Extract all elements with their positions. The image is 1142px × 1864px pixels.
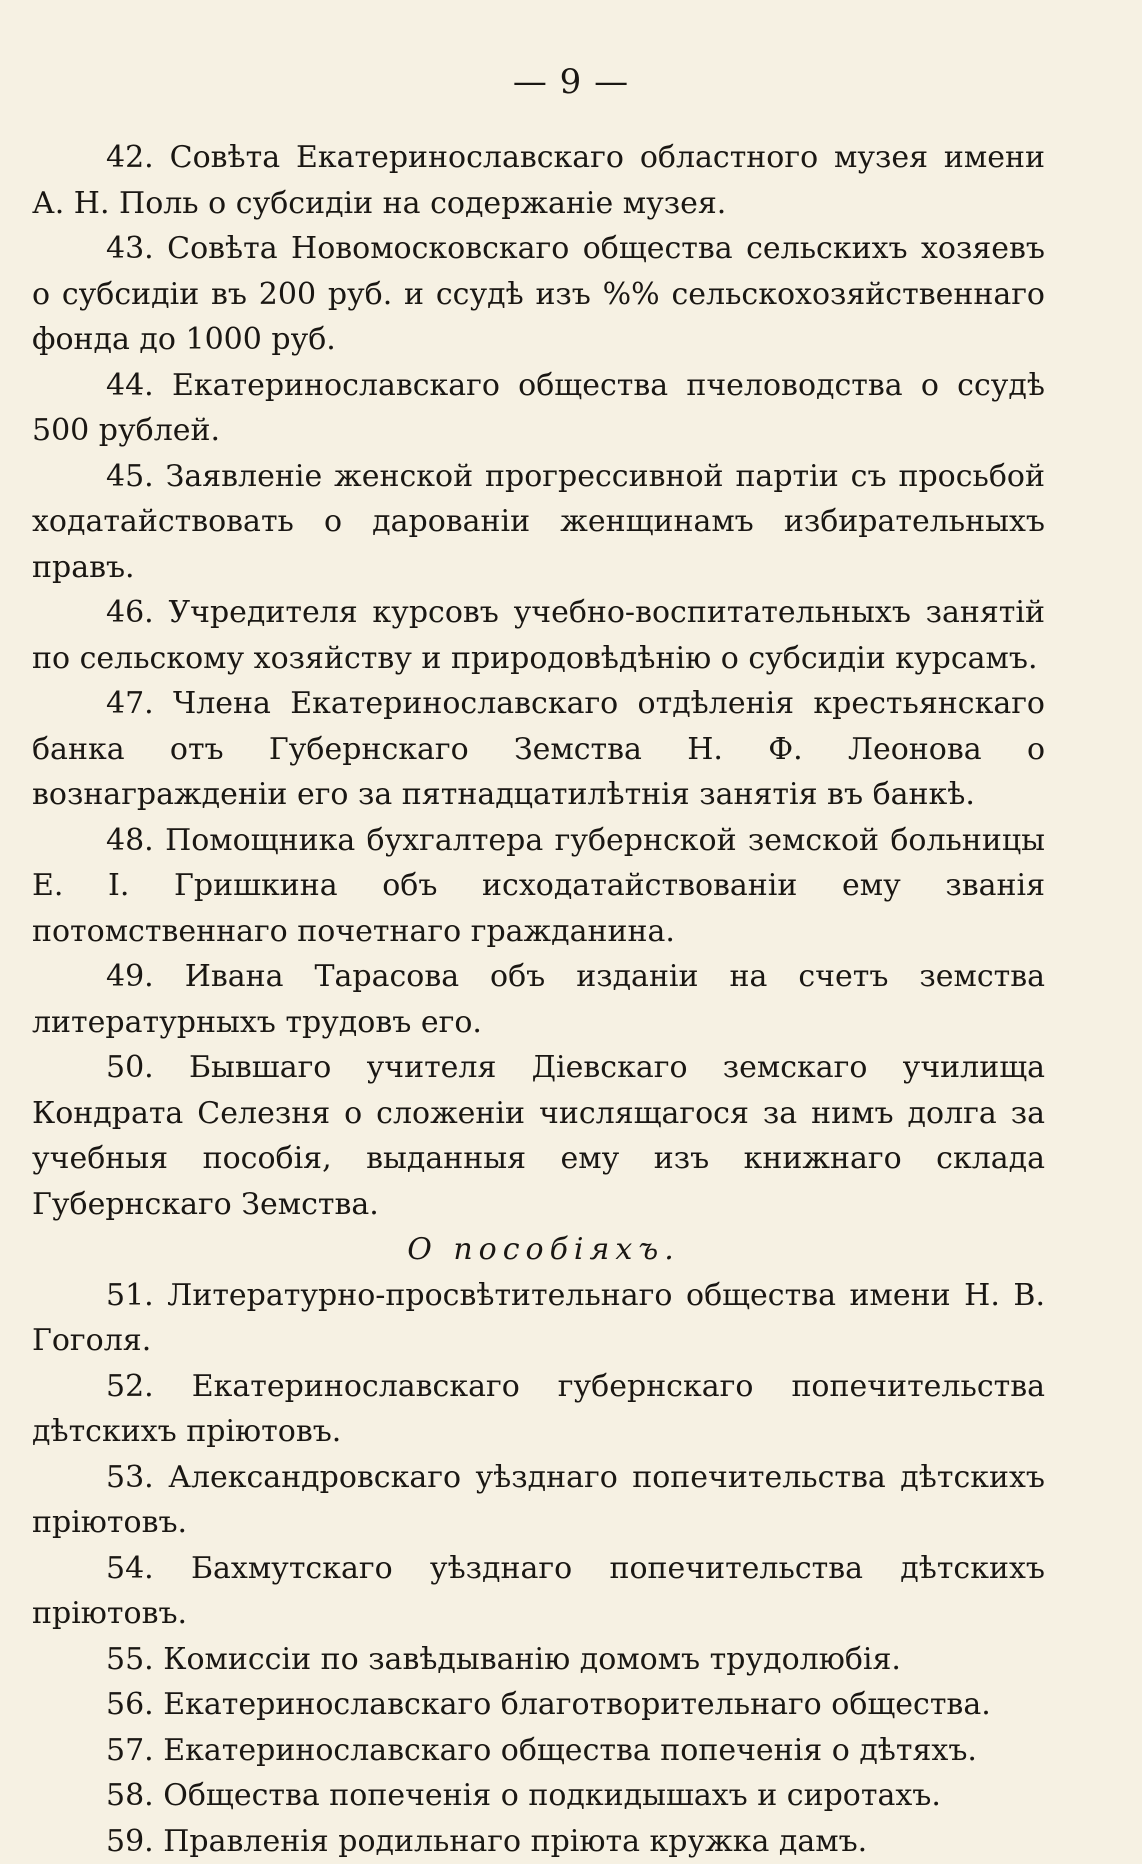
item-number: 45.	[106, 459, 154, 494]
item-number: 58.	[106, 1778, 154, 1813]
item-number: 44.	[106, 368, 154, 403]
item-text: Заявленіе женской прогрессивной партіи съ просьбой ходатайствовать о дарованіи женщинамъ избирательныхъ правъ.	[32, 459, 1045, 585]
list-item	[32, 1773, 1045, 1819]
item-text: Общества попеченія о подкидышахъ и сиротахъ.	[163, 1778, 941, 1813]
item-text: Ивана Тарасова объ изданіи на счетъ земства литературныхъ трудовъ его.	[32, 959, 1045, 1040]
list-item	[32, 1682, 1045, 1728]
list-item	[32, 681, 1045, 818]
item-text: Совѣта Екатеринославскаго областного музея имени А. Н. Поль о субсидіи на содержаніе музея.	[32, 140, 1045, 221]
item-text: Правленія родильнаго пріюта кружка дамъ.	[163, 1824, 867, 1859]
item-number: 48.	[106, 823, 154, 858]
item-number: 52.	[106, 1369, 154, 1404]
item-text: Александровскаго уѣзднаго попечительства дѣтскихъ пріютовъ.	[32, 1460, 1045, 1541]
list-item	[32, 1728, 1045, 1774]
item-text: Учредителя курсовъ учебно-воспитательныхъ занятій по сельскому хозяйству и природовѣдѣнію о субсидіи курсамъ.	[32, 595, 1045, 676]
item-text: Екатеринославскаго общества попеченія о дѣтяхъ.	[163, 1733, 977, 1768]
list-item	[32, 818, 1045, 955]
item-number: 51.	[106, 1278, 154, 1313]
item-number: 55.	[106, 1642, 154, 1677]
item-number: 47.	[106, 686, 154, 721]
list-item	[32, 590, 1045, 681]
item-number: 50.	[106, 1050, 154, 1085]
item-number: 56.	[106, 1687, 154, 1722]
item-number: 42.	[106, 140, 154, 175]
list-item	[32, 1637, 1045, 1683]
list-item	[32, 954, 1045, 1045]
item-text: Екатеринославскаго губернскаго попечительства дѣтскихъ пріютовъ.	[32, 1369, 1045, 1450]
item-text: Екатеринославскаго благотворительнаго общества.	[163, 1687, 990, 1722]
list-item	[32, 135, 1045, 226]
item-number: 43.	[106, 231, 154, 266]
list-item	[32, 1364, 1045, 1455]
item-text: Помощника бухгалтера губернской земской больницы Е. І. Гришкина объ исходатайствованіи ему званія потомственнаго почетнаго гражданина.	[32, 823, 1045, 949]
list-item	[32, 1546, 1045, 1637]
item-text: Литературно-просвѣтительнаго общества имени Н. В. Гоголя.	[32, 1278, 1045, 1359]
item-text: Екатеринославскаго общества пчеловодства о ссудѣ 500 рублей.	[32, 368, 1045, 449]
list-item	[32, 1273, 1045, 1364]
item-text: Бывшаго учителя Діевскаго земскаго училища Кондрата Селезня о сложеніи числящагося за нимъ долга за учебныя пособія, выданныя ему изъ книжнаго склада Губернскаго Земства.	[32, 1050, 1045, 1222]
item-text: Совѣта Новомосковскаго общества сельскихъ хозяевъ о субсидіи въ 200 руб. и ссудѣ изъ %% сельскохозяйственнаго фонда до 1000 руб.	[32, 231, 1045, 357]
item-text: Бахмутскаго уѣзднаго попечительства дѣтскихъ пріютовъ.	[32, 1551, 1045, 1632]
item-number: 49.	[106, 959, 154, 994]
item-number: 53.	[106, 1460, 154, 1495]
item-number: 57.	[106, 1733, 154, 1768]
item-number: 46.	[106, 595, 154, 630]
list-item	[32, 363, 1045, 454]
list-item	[32, 1045, 1045, 1227]
page-number: — 9 —	[0, 62, 1142, 102]
list-item	[32, 226, 1045, 363]
item-text: Комиссіи по завѣдыванію домомъ трудолюбія.	[163, 1642, 901, 1677]
item-text: Члена Екатеринославскаго отдѣленія крестьянскаго банка отъ Губернскаго Земства Н. Ф. Леонова о вознагражденіи его за пятнадцатилѣтнія занятія въ банкѣ.	[32, 686, 1045, 812]
list-item	[32, 1455, 1045, 1546]
section-heading: О пособіяхъ.	[32, 1227, 1045, 1273]
document-body	[32, 135, 1045, 1864]
list-item	[32, 1819, 1045, 1864]
item-number: 59.	[106, 1824, 154, 1859]
item-number: 54.	[106, 1551, 154, 1586]
list-item	[32, 454, 1045, 591]
